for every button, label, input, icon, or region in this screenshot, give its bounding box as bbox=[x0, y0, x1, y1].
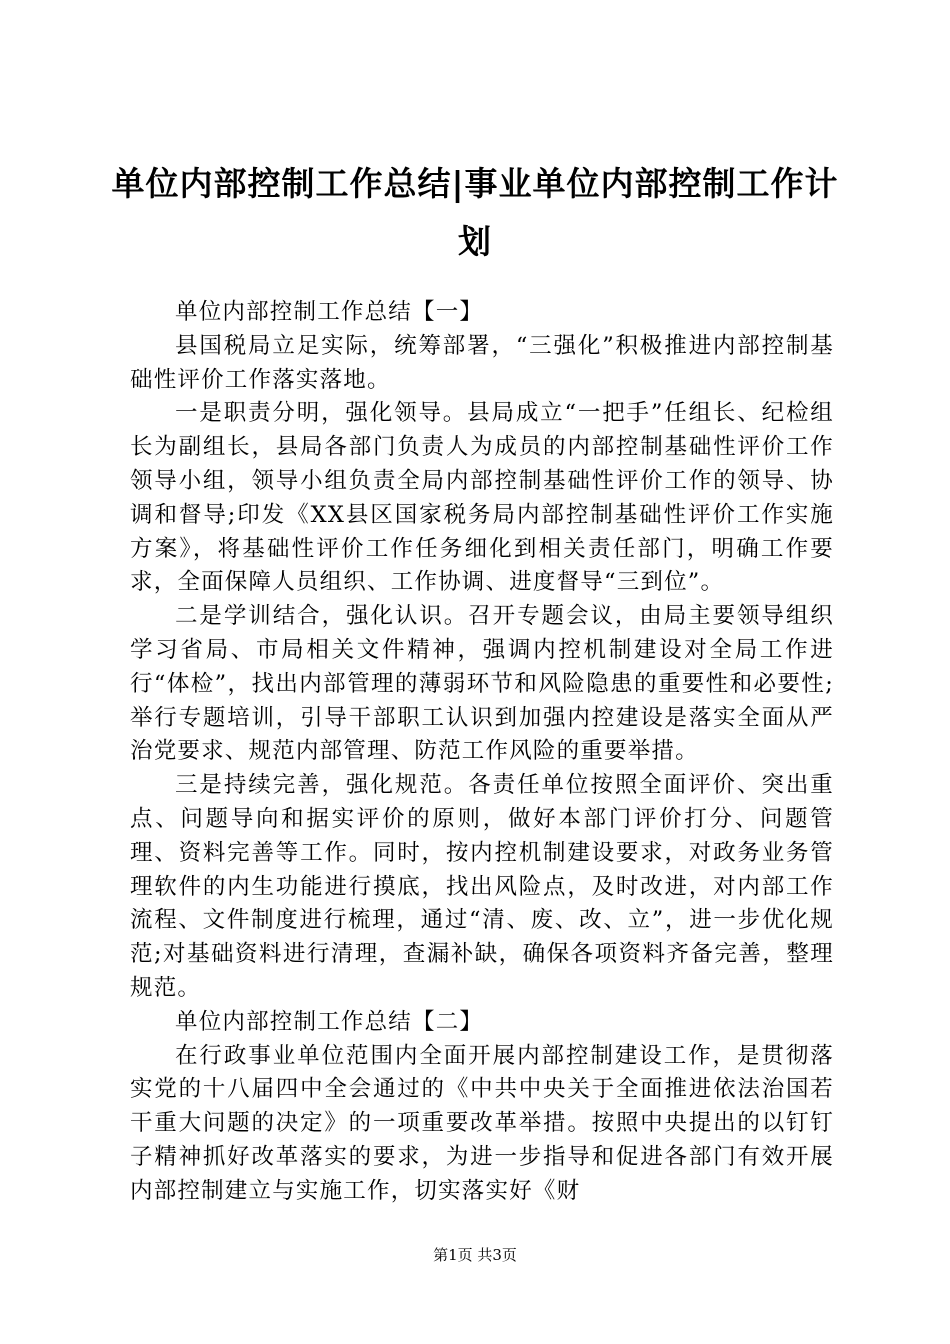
paragraph: 三是持续完善，强化规范。各责任单位按照全面评价、突出重点、问题导向和据实评价的原则，做好本部门评价打分、问题管理、资料完善等工作。同时，按内控机制建设要求，对政务业务管理软件的内生功能进行摸底，找出风险点，及时改进，对内部工作流程、文件制度进行梳理，通过“清、废、改、立”，进一步优化规范;对基础资料进行清理，查漏补缺，确保各项资料齐备完善，整理规范。 bbox=[130, 772, 834, 1001]
document-body bbox=[130, 296, 834, 1209]
section-heading: 单位内部控制工作总结【二】 bbox=[175, 1008, 484, 1035]
document-title: 单位内部控制工作总结|事业单位内部控制工作计划 bbox=[111, 164, 839, 261]
paragraph: 县国税局立足实际，统筹部署，“三强化”积极推进内部控制基础性评价工作落实落地。 bbox=[130, 332, 834, 393]
paragraph: 二是学训结合，强化认识。召开专题会议，由局主要领导组织学习省局、市局相关文件精神，强调内控机制建设对全局工作进行“体检”，找出内部管理的薄弱环节和风险隐患的重要性和必要性;举行专题培训，引导干部职工认识到加强内控建设是落实全面从严治党要求、规范内部管理、防范工作风险的重要举措。 bbox=[130, 603, 834, 765]
paragraph: 一是职责分明，强化领导。县局成立“一把手”任组长、纪检组长为副组长，县局各部门负责人为成员的内部控制基础性评价工作领导小组，领导小组负责全局内部控制基础性评价工作的领导、协调和督导;印发《XX县区国家税务局内部控制基础性评价工作实施方案》，将基础性评价工作任务细化到相关责任部门，明确工作要求，全面保障人员组织、工作协调、进度督导“三到位”。 bbox=[130, 400, 834, 596]
section-heading: 单位内部控制工作总结【一】 bbox=[175, 299, 484, 325]
paragraph: 在行政事业单位范围内全面开展内部控制建设工作，是贯彻落实党的十八届四中全会通过的《中共中央关于全面推进依法治国若干重大问题的决定》的一项重要改革举措。按照中央提出的以钉钉子精神抓好改革落实的要求，为进一步指导和促进各部门有效开展内部控制建立与实施工作，切实落实好《财 bbox=[130, 1042, 834, 1204]
page-number-footer: 第1页 共3页 bbox=[433, 1246, 517, 1264]
